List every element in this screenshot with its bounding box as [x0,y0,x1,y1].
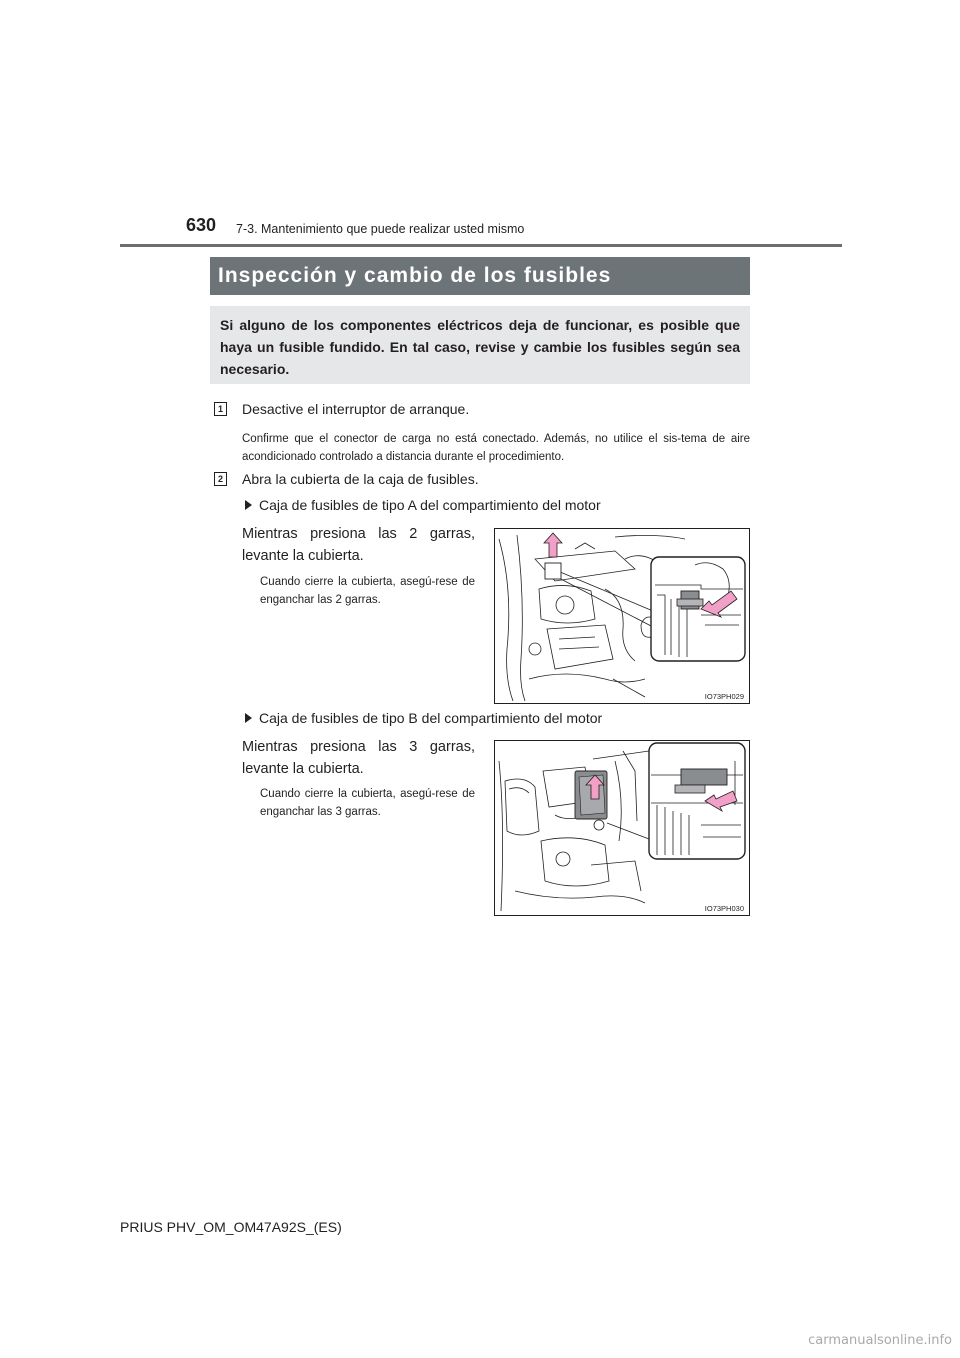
engine-bay-b-drawing [495,741,749,915]
intro-box: Si alguno de los componentes eléctricos deja de funcionar, es posible que haya un fusible fundido. En tal caso, revise y cambie los fusibles según sea necesario. [210,306,750,384]
step-badge-2: 2 [214,472,227,486]
page-number: 630 [186,215,217,235]
fuse-box-a-instruction: Mientras presiona las 2 garras, levante la cubierta. [242,526,475,564]
engine-bay-a-drawing [495,529,749,703]
section-title: Inspección y cambio de los fusibles [210,257,750,295]
bullet-triangle-icon [245,713,252,723]
fuse-box-b-figure-code: IO73PH030 [704,904,744,913]
fuse-box-a-note: Cuando cierre la cubierta, asegú-rese de enganchar las 2 garras. [260,576,475,606]
fuse-box-b-illustration [494,740,750,916]
fuse-box-b-note: Cuando cierre la cubierta, asegú-rese de enganchar las 3 garras. [260,788,475,818]
fuse-box-b-heading: Caja de fusibles de tipo B del compartimiento del motor [245,710,602,726]
step-1-note: Confirme que el conector de carga no está conectado. Además, no utilice el sis-tema de aire acondicionado controlado a distancia durante el procedimiento. [242,433,750,463]
step-badge-1: 1 [214,402,227,416]
fuse-box-a-heading: Caja de fusibles de tipo A del compartimiento del motor [245,497,601,513]
running-head: 7-3. Mantenimiento que puede realizar usted mismo [236,222,525,236]
bullet-triangle-icon [245,500,252,510]
document-id: PRIUS PHV_OM_OM47A92S_(ES) [120,1219,342,1235]
header-rule [120,244,842,247]
watermark: carmanualsonline.info [808,1333,952,1348]
fuse-box-a-figure-code: IO73PH029 [704,692,744,701]
fuse-box-a-illustration [494,528,750,704]
fuse-box-b-instruction: Mientras presiona las 3 garras, levante la cubierta. [242,739,475,777]
step-1-text: Desactive el interruptor de arranque. [242,401,470,417]
step-2-text: Abra la cubierta de la caja de fusibles. [242,471,479,487]
